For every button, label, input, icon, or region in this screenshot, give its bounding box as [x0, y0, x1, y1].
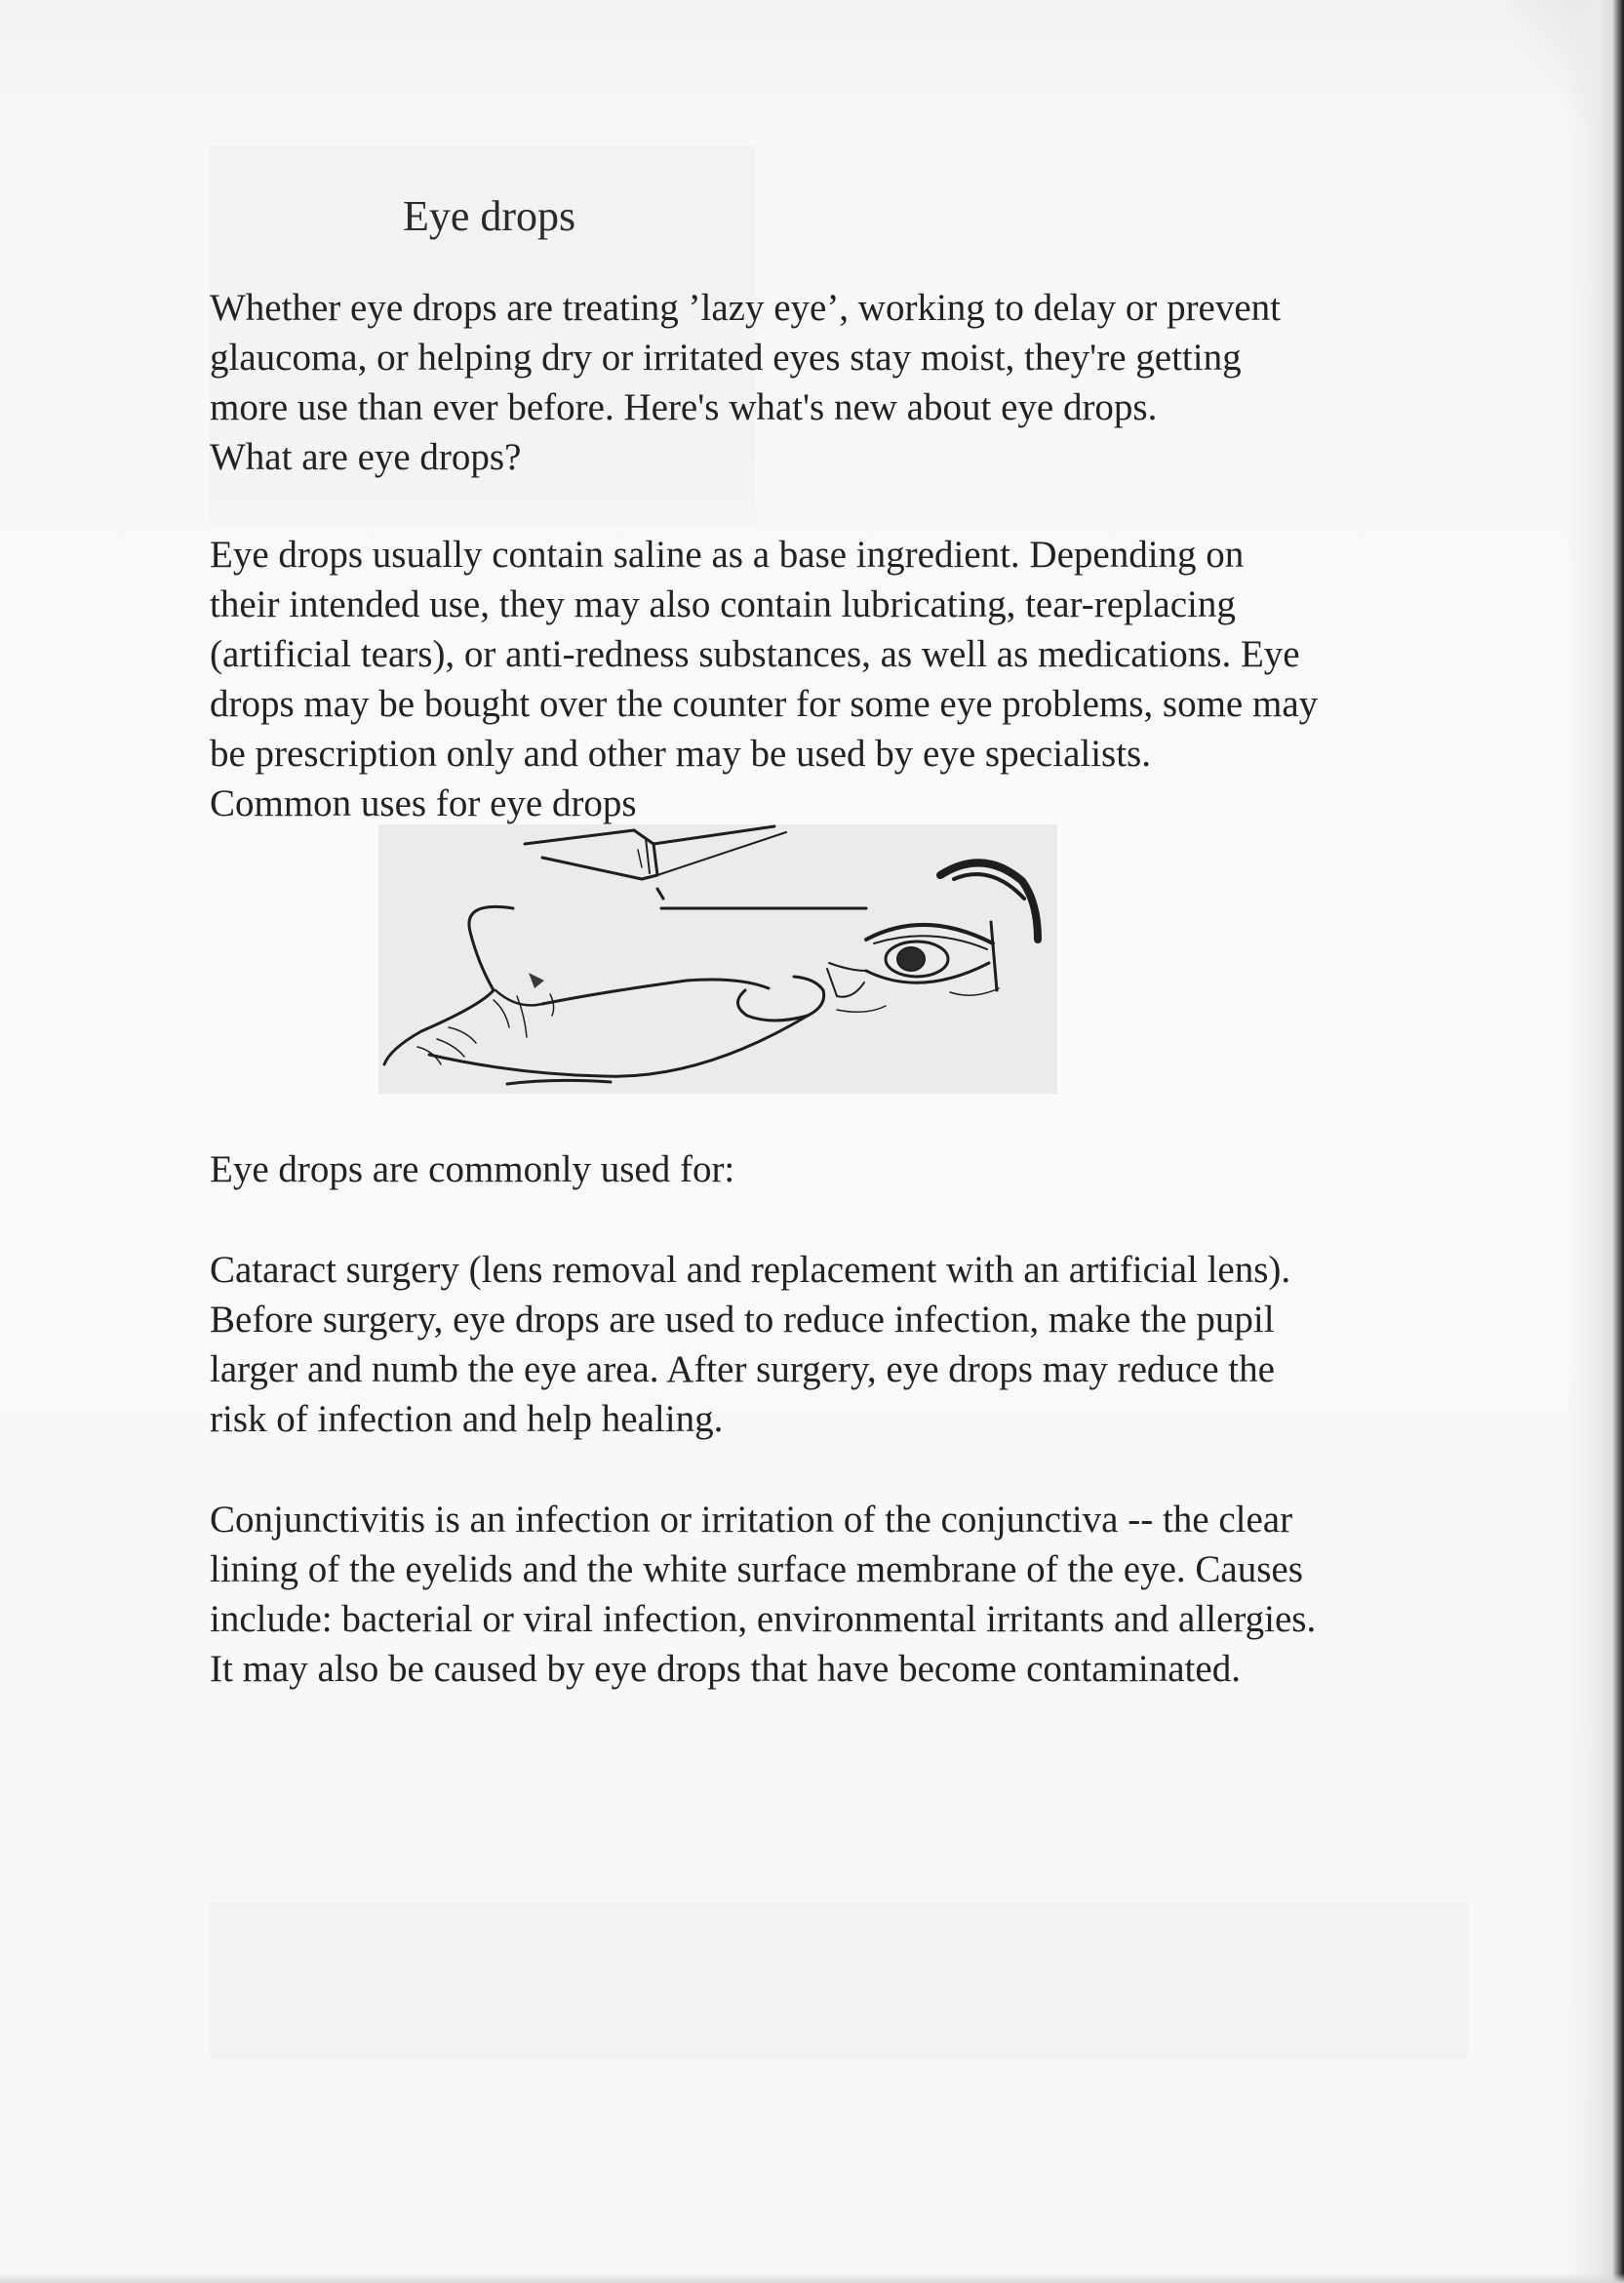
text-line: (artificial tears), or anti-redness substances, as well as medications. Eye [210, 633, 1300, 675]
definition-paragraph [210, 530, 1497, 828]
bleed-through-shadow [210, 1902, 1468, 2059]
text-line: lining of the eyelids and the white surface membrane of the eye. Causes [210, 1548, 1303, 1590]
eye-drop-drawing [378, 824, 1057, 1094]
text-line: be prescription only and other may be used by eye specialists. [210, 733, 1151, 775]
text-line: risk of infection and help healing. [210, 1398, 724, 1440]
section-heading: What are eye drops? [210, 436, 522, 478]
intro-paragraph [210, 283, 1497, 482]
page-title: Eye drops [403, 192, 576, 240]
text-line: Conjunctivitis is an infection or irritation of the conjunctiva -- the clear [210, 1499, 1293, 1541]
text-line: Before surgery, eye drops are used to reduce infection, make the pupil [210, 1299, 1275, 1341]
section-heading: Eye drops are commonly used for: [210, 1148, 735, 1190]
text-line: more use than ever before. Here's what's new about eye drops. [210, 386, 1158, 428]
text-line: glaucoma, or helping dry or irritated eyes stay moist, they're getting [210, 337, 1242, 379]
conjunctivitis-paragraph [210, 1495, 1497, 1694]
section-heading: Common uses for eye drops [210, 782, 637, 824]
page-edge-shadow [1565, 0, 1624, 2283]
text-line: their intended use, they may also contain lubricating, tear-replacing [210, 583, 1236, 625]
text-line: include: bacterial or viral infection, environmental irritants and allergies. [210, 1598, 1317, 1640]
text-line: drops may be bought over the counter for some eye problems, some may [210, 683, 1319, 725]
text-line: Eye drops usually contain saline as a base ingredient. Depending on [210, 534, 1245, 576]
eye-drop-illustration [378, 824, 1057, 1094]
page-edge-bottom [0, 2273, 1624, 2283]
text-line: It may also be caused by eye drops that have become contaminated. [210, 1648, 1241, 1690]
text-line: Cataract surgery (lens removal and replacement with an artificial lens). [210, 1249, 1291, 1291]
uses-heading-block [210, 1144, 1497, 1194]
cataract-paragraph [210, 1245, 1497, 1444]
text-line: Whether eye drops are treating ’lazy eye’, working to delay or prevent [210, 287, 1282, 329]
text-line: larger and numb the eye area. After surgery, eye drops may reduce the [210, 1348, 1275, 1390]
